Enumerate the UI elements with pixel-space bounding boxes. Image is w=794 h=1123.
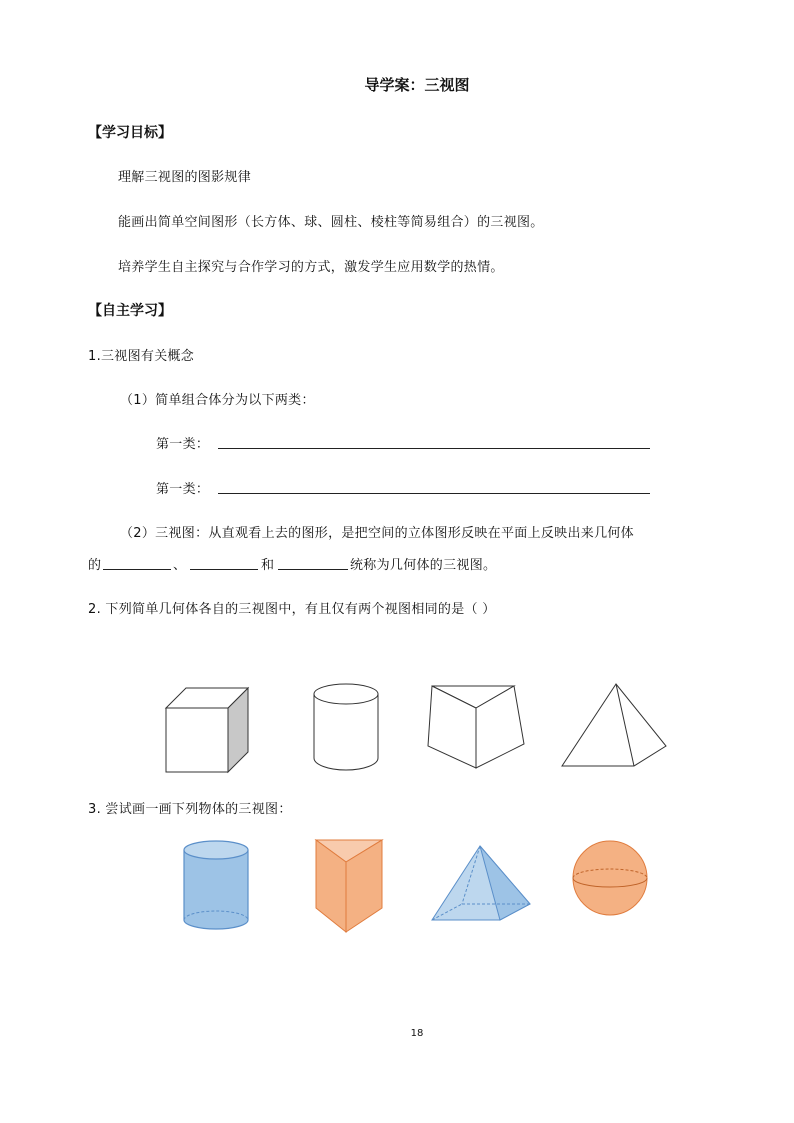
sub2-sep2: 和 [261,558,275,573]
class-label-2: 第一类： [156,482,210,497]
answer-line-class-1[interactable] [218,448,650,449]
answer-blank-view-2[interactable] [190,569,258,570]
section1-sub1: （1）简单组合体分为以下两类： [120,393,315,408]
cube-figure [160,684,260,776]
section1-title: 1.三视图有关概念 [88,349,195,364]
blue-cylinder-figure [180,836,252,936]
question3-text: 3. 尝试画一画下列物体的三视图： [88,802,292,817]
orange-sphere-figure [570,838,650,918]
answer-blank-view-3[interactable] [278,569,348,570]
sub2-suffix: 统称为几何体的三视图。 [350,558,497,573]
page-title: 导学案：三视图 [364,76,470,94]
page-number: 18 [410,1028,424,1039]
cylinder-figure [310,682,382,776]
answer-line-class-2[interactable] [218,493,650,494]
sub2-sep1: 、 [173,558,187,573]
orange-prism-figure [312,838,386,936]
answer-blank-view-1[interactable] [103,569,171,570]
objectives-heading: 【学习目标】 [88,125,172,141]
objective-item-2: 能画出简单空间图形（长方体、球、圆柱、棱柱等简易组合）的三视图。 [118,215,544,230]
self-study-heading: 【自主学习】 [88,303,172,319]
class-label-1: 第一类： [156,437,210,452]
objective-item-3: 培养学生自主探究与合作学习的方式，激发学生应用数学的热情。 [118,260,504,275]
prism-figure [424,680,528,772]
question2-text: 2. 下列简单几何体各自的三视图中，有且仅有两个视图相同的是（ ） [88,602,496,617]
sub2-prefix: 的 [88,558,102,573]
blue-pyramid-figure [428,842,536,926]
pyramid-figure [558,680,670,772]
section1-sub2-line1: （2）三视图：从直观看上去的图形，是把空间的立体图形反映在平面上反映出来几何体 [120,526,634,541]
objective-item-1: 理解三视图的图影规律 [118,170,252,185]
